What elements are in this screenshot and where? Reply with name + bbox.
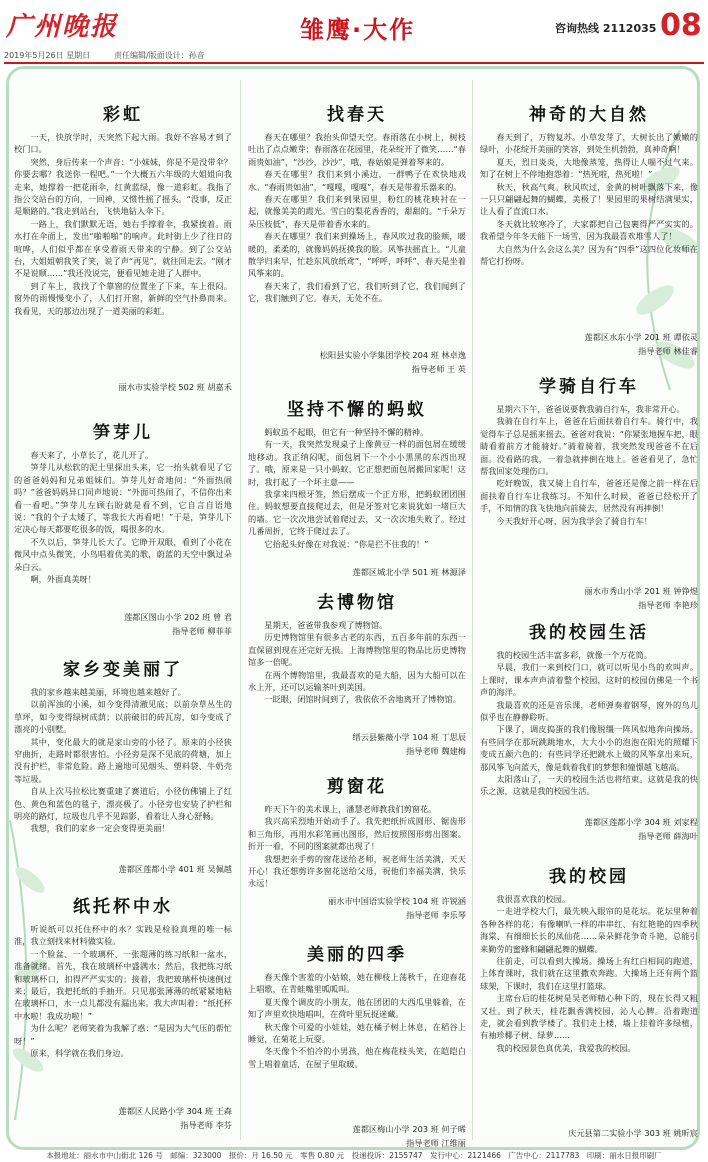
article-title: 纸托杯中水	[73, 897, 173, 917]
article-hometown	[14, 655, 232, 875]
article-paper-water	[14, 892, 232, 1142]
article-body: 我的校园生活丰富多彩，就像一个万花筒。 早晨，我们一来到校门口，就可以听见小鸟的欢叫声。上课时，课本声声清着整个校园，这时的校园仿佛是一个书声的海洋。 我最喜欢的还是音乐课，老师弹奏着钢琴，窗外的鸟儿似乎也在静静聆听。 下课了，调皮捣蛋的我们像脱缰一阵风似地奔向操场。有些同学在那玩跳跳地水，大大小小的泡泡在阳光的照耀下变成五颜六色的；有些同学还把跳水上做的风筝拿出来玩，那风筝飞向蓝天，像是载着我们的梦想和憧憬越飞越高。 太阳落山了，一天的校园生活也将结束。这就是我的快乐之源，这就是我的校园生活。	[480, 650, 698, 797]
article-body: 昨天下午的美术课上，潘慧老师教我们剪窗花。 我兴高采烈地开始动手了。我先把纸折成圆形、锯齿形和三角形，再用水彩笔画出图形，然后按照图形剪出图案。折开一看，不同的图案就都出现了！ 我想把亲手剪的窗花送给老师，祝老师生活美满，天天开心！我还想剪许多窗花送给父母，祝他们幸福美满，快乐永远！	[248, 804, 466, 889]
article-nature	[480, 100, 698, 360]
byline: 莲都区人民路小学 304 班 王森	[118, 1106, 232, 1116]
masthead	[0, 0, 708, 50]
article-title: 彩虹	[103, 105, 143, 125]
article-title: 我的校园生活	[529, 623, 649, 643]
byline: 丽水市实验学校 502 班 胡嘉禾	[118, 382, 232, 392]
byline: 莲都区图山小学 202 班 曾 君	[124, 612, 232, 622]
byline: 指导老师 江维丽	[406, 1138, 466, 1148]
hotline-number: 2112035	[602, 22, 657, 35]
article-body: 春天到了，万物复苏。小草发芽了，大树长出了嫩嫩的绿叶，小花绽开美丽的笑容，到处生机勃勃，真神奇啊！ 夏天，烈日炎炎，大地像蒸笼，热得让人喘不过气来。知了在树上不停地抱怨着：“热死啦，热死啦！” 秋天，秋高气爽。秋风吹过，金黄的树叶飘落下来，像一只只翩翩起舞的蝴蝶，美极了！果园里的果树结满果实，让人看了直流口水。 冬天就比较寒冷了，大家都把自己包裹得严严实实的。我希望今年冬天能下一场雪，因为我最喜欢堆雪人了！ 大自然为什么会这么美？因为有“四季”这四位化妆师在帮它打扮呀。	[480, 132, 698, 267]
article-body: 星期天，爸爸带我参观了博物馆。 历史博物馆里有很多古老的东西，五百多年前的东西一直保留到现在还完好无损。上海博物馆里的物品比历史博物馆多一倍呢。 在两个博物馆里，我最喜欢的是大船，因为大船可以在水上开，还可以运输茶叶到美国。 一眨眼，闭馆时间到了，我依依不舍地离开了博物馆。	[248, 620, 466, 705]
byline: 指导老师 薛海叶	[638, 831, 698, 841]
column-divider	[240, 80, 241, 1140]
section-title: 雏鹰·大作	[300, 16, 416, 44]
article-body: 春天来了，小草长了，花儿开了。 笋芽儿从松软的泥土里探出头来，它一抬头就看见了它的爸爸妈妈和兄弟姐妹们。笋芽儿好奇地问：“外面热闹吗？”爸爸妈妈异口同声地说：“外面可热闹了，不信你出来看一看吧。”笋芽儿左顾右盼就是看不到，它自言自语地说：“我的个子太矮了，等我长大再看吧！”于是，笋芽儿下定决心每天都要吃很多的饭，喝很多的水。 不久以后，笋芽儿长大了。它睁开双眼，看到了小花在微风中点头微笑，小鸟唱着优美的歌，蔚蓝的天空中飘过朵朵白云。 啊，外面真美呀！	[14, 450, 232, 585]
column-divider	[472, 80, 473, 1140]
byline: 丽水市秀山小学 201 班 钟铮煜	[584, 586, 698, 596]
subheader	[4, 48, 644, 62]
editor-credit: 责任编辑/版面设计：孙音	[114, 51, 205, 60]
issue-date: 2019年5月26日 星期日	[4, 51, 91, 60]
byline: 丽水市中国语实验学校 104 班 许锐涵	[327, 896, 466, 906]
header-rule	[4, 62, 704, 64]
article-title: 家乡变美丽了	[63, 660, 183, 680]
page-number: 08	[660, 8, 702, 43]
article-title: 学骑自行车	[539, 377, 639, 397]
byline: 指导老师 李乐琴	[406, 910, 466, 920]
article-title: 剪窗花	[327, 777, 387, 797]
article-body: 春天在哪里？我抬头仰望天空。春雨落在小树上，树枝吐出了点点嫩芽；春雨落在花园里，花朵绽开了微笑……“春雨贵如油”，“沙沙，沙沙”，哦，春姑娘是弹着琴来的。 春天在哪里？我们来到小溪边，一群鸭子在欢快地戏水。“春雨贵如油”，“嘎嘎，嘎嘎”，春天是带着乐器来的。 春天在哪里？我们来到果园里，粉红的桃花映衬在一起，就像美美的霞光。雪白的梨花香香的，甜甜的。“千朵万朵压枝低”，春天是带着香水来的。 春天在哪里？我们来到操场上，春风吹过我的脸颊，暖暖的，柔柔的，就像妈妈抚摸我的脸。风筝扶摇直上。“儿童散学归来早，忙趁东风放纸鸢”，“呼呼，呼呼”，春天是坐着风筝来的。 春天来了，我们看到了它，我们听到了它，我们闻到了它，我们触到了它。春天，无处不在。	[248, 132, 466, 304]
footer-info: 本报地址：丽水市中山街北 126 号 邮编：323000 报价：月 16.50 元 零售 0.80 元 投递投诉：2155747 发行中心：2121466 广告中心：2117783 印刷：丽水日报印刷厂	[46, 1151, 662, 1160]
byline: 缙云县紫薇小学 104 班 丁思辰	[352, 732, 466, 742]
article-body: 我的家乡越来越美丽，环境也越来越好了。 以前浑浊的小溪，如今变得清澈见底；以前杂草丛生的草坪，如今变得绿树成荫；以前破旧的砖瓦房，如今变成了漂亮的小别墅。 其中，变化最大的就是家山旁的小径了。原来的小径狭窄曲折，走路时都很害怕。小径旁是深不见底的荷塘，加上没有护栏，非常危险。路上遍地可见烟头、塑料袋、牛奶壳等垃圾。 自从上次马拉松比赛重建了赛道后，小径仿佛铺上了红色、黄色和蓝色的毯子，漂亮极了。小径旁也安装了护栏和明亮的路灯，垃圾也几乎不见踪影，看着让人身心舒畅。 我想，我们的家乡一定会变得更美丽！	[14, 687, 232, 834]
byline: 指导老师 李艳珍	[638, 600, 698, 610]
article-body: 蚂蚁虽不起眼，但它有一种坚持不懈的精神。 有一天，我突然发现桌子上像黄豆一样的面包屑在缓缓地移动。我正纳闷呢，面包屑下一个小小黑黑的东西出现了。哦，原来是一只小蚂蚁，它正想把面包屑搬回家呢！这时，我打起了一个坏主意—— 我拿来四根牙签，然后摆成一个正方形，把蚂蚁团团围住。蚂蚁想要直接爬过去，但是牙签对它来说犹如一堵巨大的墙。它一次次地尝试着爬过去，又一次次地失败了。经过几番周折，它终于爬过去了。 它抬起头好像在对我说：“你是拦不住我的！”	[248, 427, 466, 549]
hotline	[555, 20, 656, 36]
article-title: 去博物馆	[317, 593, 397, 613]
article-four-seasons	[248, 940, 466, 1148]
byline: 指导老师 柳菲菲	[172, 626, 232, 636]
newspaper-logo: 广州晚报	[6, 12, 119, 42]
article-title: 笋芽儿	[93, 423, 153, 443]
article-paper-cutting	[248, 772, 466, 922]
article-my-campus	[480, 862, 698, 1142]
article-ant	[248, 395, 466, 577]
article-rainbow	[14, 100, 232, 400]
article-title: 神奇的大自然	[529, 105, 649, 125]
byline: 莲都区莲都小学 304 班 刘家程	[584, 817, 698, 827]
article-museum	[248, 588, 466, 758]
byline: 莲都区城北小学 501 班 林源泽	[352, 567, 466, 577]
article-title: 我的校园	[549, 867, 629, 887]
article-title: 坚持不懈的蚂蚁	[287, 400, 427, 420]
article-campus-life	[480, 618, 698, 843]
byline: 莲都区水东小学 201 班 谭依灵	[584, 332, 698, 342]
article-body: 我很喜欢我的校园。 一走进学校大门，最先映入眼帘的是花坛。花坛里种着各种各样的花；有像喇叭一样的串串红、有红艳艳的四季秋海棠、有细细长长的凤仙花……朵朵鲜花争奇斗艳，总能引来勤劳的蜜蜂和翩翩起舞的蝴蝶。 往前走，可以看到大操场。操场上有红白相间的跑道，上体育课时，我们就在这里撒欢奔跑。大操场上还有两个篮球架，下课时，我们在这里打篮球。 主席台后的桂花树是吴老师精心种下的，现在长得又粗又壮。到了秋天，桂花飘香满校园，沁人心脾。沿着跑道走，就会看到教学楼了。我们走上楼，墙上挂着许多绿植，有袖珍椰子树、绿萝…… 我的校园景色真优美，我爱我的校园。	[480, 894, 698, 1053]
hotline-label: 咨询热线	[555, 22, 599, 35]
article-find-spring	[248, 100, 466, 380]
article-body: 春天像个害羞的小姑娘，她在柳枝上荡秋千，在迎春花上唱歌，在青蛙嘴里呱呱叫。 夏天像个调皮的小朋友，他在团团的大西瓜里躲着，在知了声里欢快地唱叫，在荷叶里玩捉迷藏。 秋天像个可爱的小娃娃，她在橘子树上休息，在稻谷上睡觉，在菊花上玩耍。 冬天像个不怕冷的小男孩，他在梅花枝头笑，在皑皑白雪上唱着童话，在屋子里取暖。	[248, 972, 466, 1069]
article-body: 一天，快放学时，天突然下起大雨。我好不容易才到了校门口。 突然，身后传来一个声音：“小妹妹，你是不是没带伞？你要去哪？我送你一程吧。”一个大概五六年级的大姐姐向我走来，她撑着一把花雨伞，红黄蓝绿，像一道彩虹。我指了指公交站台的方向，一回神，又惯性摇了摇头。“没事，反正是顺路的。”我走到站台，飞快地钻入伞下。 一路上，我们默默无语，她右手撑着伞，我紧挨着。雨水打在伞面上，发出“啪啪啪”的响声。此时街上少了往日的喧哗，人们似乎都在享受着雨天带来的宁静。到了公交站台，大姐姐朝我笑了笑，说了声“再见”，就往回走去。“刚才不是说顺……”我还没说完，便看见她走进了人群中。 到了车上，我找了个靠窗的位置坐了下来，车上很闷。窗外的雨慢慢变小了，人们打开窗，新鲜的空气扑鼻而来。我看见，天的那边出现了一道美丽的彩虹。	[14, 132, 232, 316]
byline: 指导老师 王 英	[411, 364, 466, 374]
byline: 莲都区梅山小学 203 班 何子晞	[352, 1124, 466, 1134]
byline: 庆元县第二实验小学 303 班 姚昕宸	[568, 1128, 698, 1138]
article-title: 美丽的四季	[307, 945, 407, 965]
article-title: 找春天	[327, 105, 387, 125]
byline: 莲都区莲都小学 401 班 吴佩越	[118, 864, 232, 874]
byline: 指导老师 魏建梅	[406, 746, 466, 756]
article-bike	[480, 372, 698, 612]
byline: 松阳县实验小学集团学校 204 班 林卓逸	[319, 350, 466, 360]
article-body: 星期六下午，爸爸说要教我骑自行车，我非常开心。 我骑在自行车上，爸爸在后面扶着自行车。骑行中，我觉得车子总是摇来摇去。爸爸对我说：“你紧张地握车把，眼睛看着前方才能骑好。”骑着骑着，我突然发现爸爸不在后面。没看路的我，一着急就摔倒在地上。爸爸看见了，急忙帮我回家处理伤口。 吃好晚饭，我又骑上自行车，爸爸还是像之前一样在后面扶着自行车让我练习。不知什么时候，爸爸已经松开了手，不知情的我飞快地向前骑去，居然没有再摔倒！ 今天我好开心呀，因为我学会了骑自行车！	[480, 404, 698, 526]
article-body: 听说纸可以托住杯中的水？实践是检验真理的唯一标准，我立刻找来材料做实验。 一个脸盆、一个玻璃杯、一张超薄的练习纸和一盆水，准备就绪。首先，我在玻璃杯中盛满水；然后，我把练习纸和玻璃杯口，扣得严严实实的；接着，我把玻璃杯快速倒过来；最后，我把托纸的手抽开。只见那张薄薄的纸紧紧地粘在玻璃杯口，水一点儿都没有漏出来。我大声叫着：“纸托杯中水啦！我成功啦！” 为什么呢？老师笑着为我解了惑：“是因为大气压的帮忙呀！” 原来，科学就在我们身边。	[14, 924, 232, 1059]
byline: 指导老师 李芬	[180, 1120, 232, 1130]
article-bamboo-shoot	[14, 418, 232, 638]
byline: 指导老师 林佳睿	[638, 346, 698, 356]
